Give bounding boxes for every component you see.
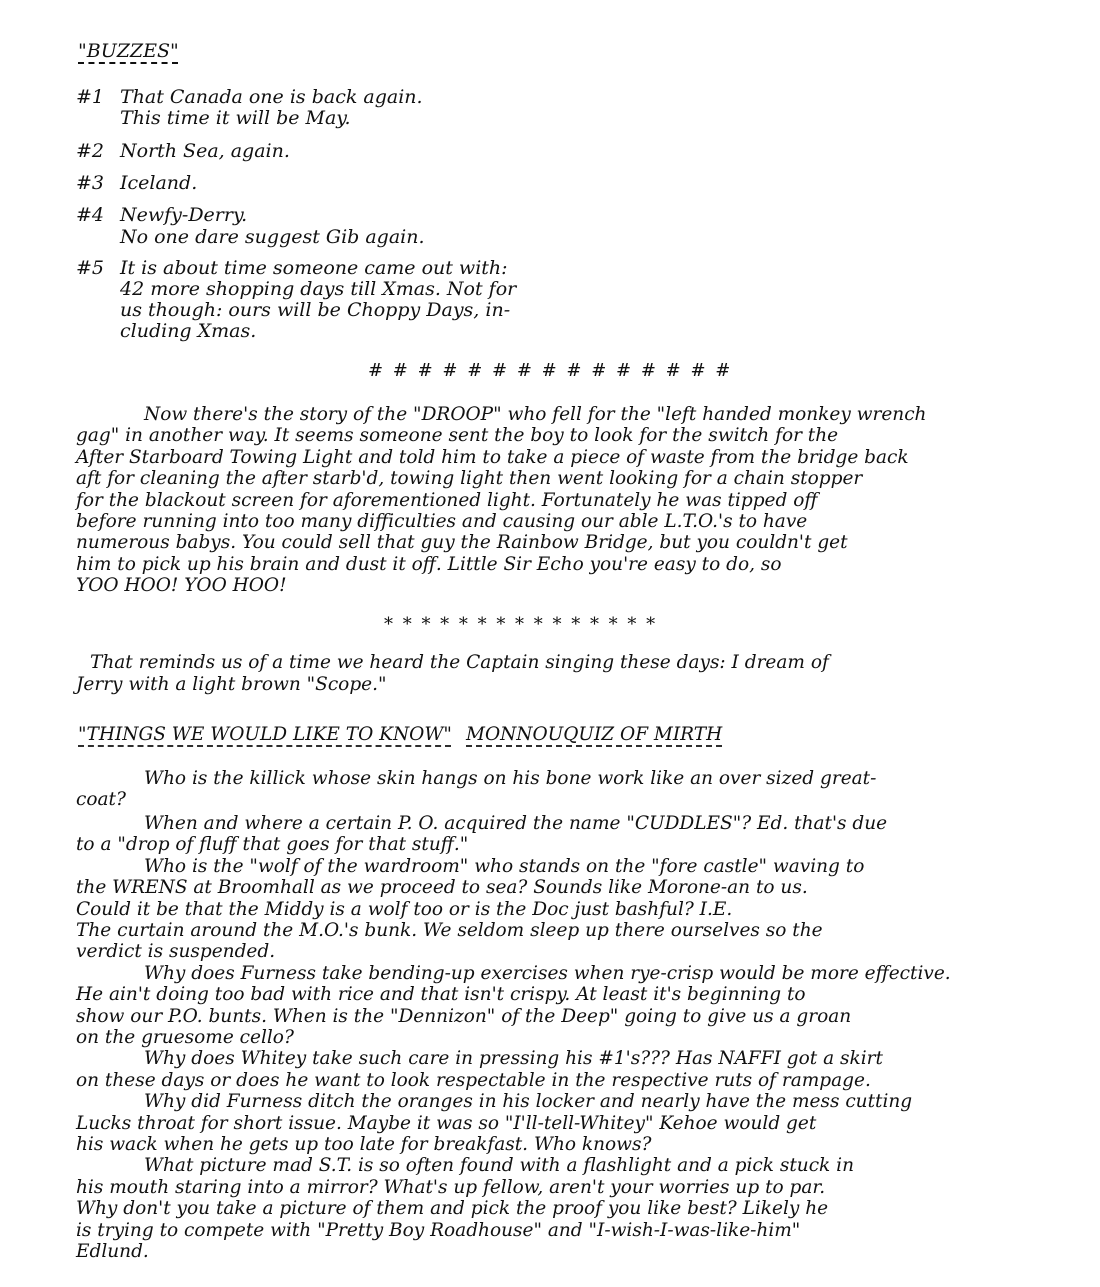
buzz-number: #3 bbox=[76, 172, 105, 194]
paragraph-line: YOO HOO! YOO HOO! bbox=[76, 575, 287, 597]
buzz-line: 42 more shopping days till Xmas. Not for bbox=[120, 278, 517, 300]
buzzes-heading: "BUZZES" bbox=[78, 40, 179, 62]
buzz-line: It is about time someone came out with: bbox=[120, 257, 508, 279]
buzz-line: Newfy-Derry. bbox=[120, 204, 248, 226]
paragraph-line: Now there's the story of the "DROOP" who fell for the "left handed monkey wrench bbox=[144, 404, 927, 425]
question-line: Who is the "wolf of the wardroom" who stands on the "fore castle" waving to bbox=[144, 855, 865, 877]
buzz-number: #2 bbox=[76, 140, 105, 162]
question-line: When and where a certain P. O. acquired the name "CUDDLES"? Ed. that's due bbox=[144, 813, 888, 834]
question-line: Why does Furness take bending-up exercises when rye-crisp would be more effective. bbox=[144, 962, 951, 984]
question-line: Why don't you take a picture of them and pick the proof you like best? Likely he bbox=[76, 1198, 829, 1220]
paragraph-line: him to pick up his brain and dust it off. Little Sir Echo you're easy to do, so bbox=[76, 553, 782, 575]
question-line: Lucks throat for short issue. Maybe it was so "I'll-tell-Whitey" Kehoe would get bbox=[76, 1112, 817, 1134]
paragraph-line: After Starboard Towing Light and told him to take a piece of waste from the bridge back bbox=[76, 446, 909, 468]
paragraph-line: before running into too many difficulties and causing our able L.T.O.'s to have bbox=[76, 511, 808, 532]
buzz-number: #5 bbox=[76, 257, 105, 279]
paragraph-line: That reminds us of a time we heard the Captain singing these days: I dream of bbox=[90, 652, 829, 673]
buzz-number: #1 bbox=[76, 86, 105, 108]
buzz-line: That Canada one is back again. bbox=[120, 86, 423, 108]
paragraph-line: numerous babys. You could sell that guy the Rainbow Bridge, but you couldn't get bbox=[76, 532, 848, 554]
question-line: his mouth staring into a mirror? What's up fellow, aren't your worries up to par. bbox=[76, 1176, 826, 1198]
buzz-number: #4 bbox=[76, 204, 105, 226]
question-line: Why does Whitey take such care in pressing his #1's??? Has NAFFI got a skirt bbox=[144, 1048, 883, 1070]
question-line: Who is the killick whose skin hangs on his bone work like an over sized great- bbox=[144, 768, 877, 789]
buzz-line: cluding Xmas. bbox=[120, 320, 257, 342]
question-line: to a "drop of fluff that goes for that stuff." bbox=[76, 834, 469, 856]
paragraph-line: Jerry with a light brown "Scope." bbox=[76, 674, 387, 695]
paragraph-line: gag" in another way. It seems someone sent the boy to look for the switch for the bbox=[76, 425, 839, 447]
question-line: Edlund. bbox=[76, 1241, 149, 1262]
question-line: The curtain around the M.O.'s bunk. We seldom sleep up there ourselves so the bbox=[76, 920, 823, 941]
question-line: on these days or does he want to look respectable in the respective ruts of rampage. bbox=[76, 1069, 871, 1091]
hash-separator: # # # # # # # # # # # # # # # bbox=[368, 360, 733, 381]
paragraph-line: for the blackout screen for aforementioned light. Fortunately he was tipped off bbox=[76, 489, 818, 511]
buzz-line: us though: ours will be Choppy Days, in- bbox=[120, 299, 511, 321]
question-line: on the gruesome cello? bbox=[76, 1027, 294, 1048]
buzz-line: North Sea, again. bbox=[120, 140, 290, 162]
question-line: coat? bbox=[76, 789, 126, 811]
things-heading: "THINGS WE WOULD LIKE TO KNOW" bbox=[78, 724, 452, 745]
question-line: verdict is suspended. bbox=[76, 941, 276, 963]
question-line: his wack when he gets up too late for breakfast. Who knows? bbox=[76, 1134, 652, 1155]
quiz-heading: MONNOUQUIZ OF MIRTH bbox=[466, 724, 723, 745]
question-line: show our P.O. bunts. When is the "Dennizon" of the Deep" going to give us a groan bbox=[76, 1005, 852, 1027]
paragraph-line: aft for cleaning the after starb'd, towing light then went looking for a chain stopper bbox=[76, 468, 863, 490]
star-separator: * * * * * * * * * * * * * * * bbox=[384, 614, 658, 635]
question-line: is trying to compete with "Pretty Boy Roadhouse" and "I-wish-I-was-like-him" bbox=[76, 1219, 801, 1241]
question-line: He ain't doing too bad with rice and that isn't crispy. At least it's beginning to bbox=[76, 984, 806, 1006]
question-line: Why did Furness ditch the oranges in his locker and nearly have the mess cutting bbox=[144, 1091, 913, 1113]
question-line: Could it be that the Middy is a wolf too or is the Doc just bashful? I.E. bbox=[76, 898, 733, 920]
question-line: What picture mad S.T. is so often found with a flashlight and a pick stuck in bbox=[144, 1155, 854, 1177]
buzz-line: No one dare suggest Gib again. bbox=[120, 226, 425, 248]
buzz-line: This time it will be May. bbox=[120, 107, 351, 129]
question-line: the WRENS at Broomhall as we proceed to sea? Sounds like Morone-an to us. bbox=[76, 877, 808, 899]
buzz-line: Iceland. bbox=[120, 172, 198, 194]
